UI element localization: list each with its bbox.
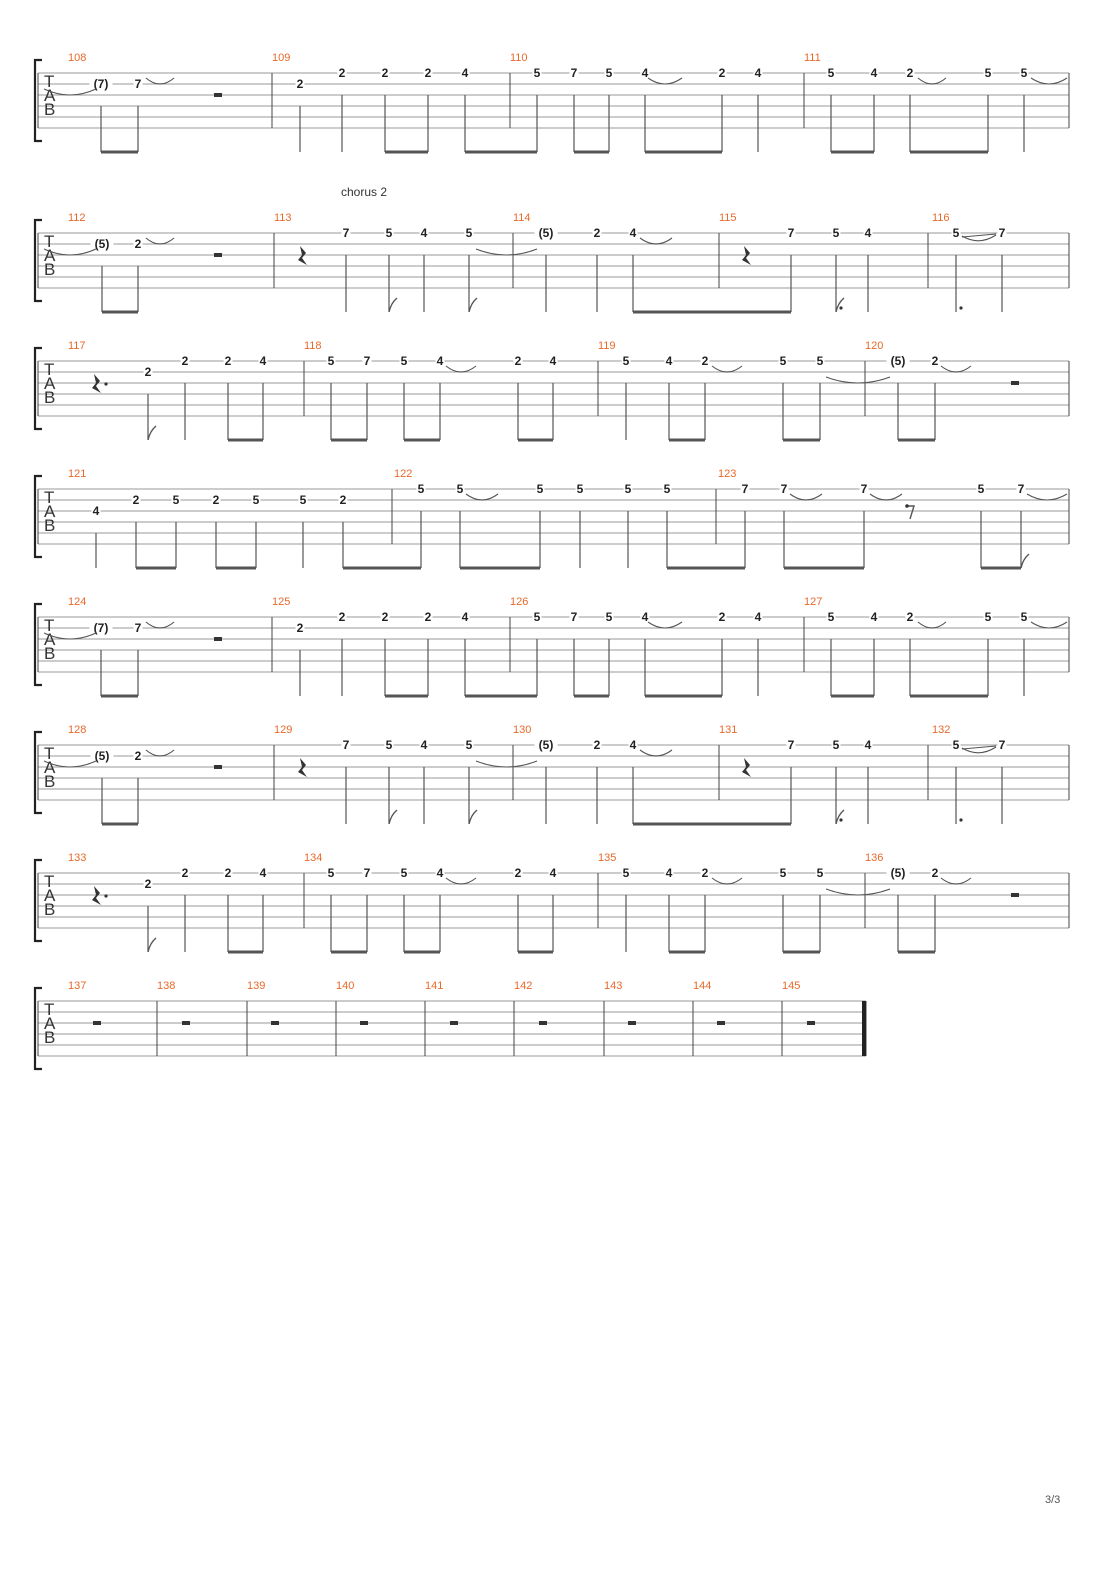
tab-clef-letter: T (44, 744, 55, 763)
measure-number: 122 (394, 468, 413, 480)
half-rest (628, 1021, 636, 1025)
measure-number: 129 (274, 724, 293, 736)
duration-dot (839, 818, 842, 821)
fret-number: 5 (816, 354, 824, 368)
fret-number: (7) (93, 77, 109, 91)
fret-number: 5 (417, 482, 425, 496)
half-rest (182, 1021, 190, 1025)
rest-dot (104, 894, 107, 897)
fret-number: 2 (296, 77, 304, 91)
fret-number: 2 (339, 493, 347, 507)
fret-number: 5 (400, 354, 408, 368)
fret-number: 2 (514, 866, 522, 880)
fret-number: 4 (461, 610, 469, 624)
tie-arc (446, 366, 476, 372)
measure-number: 134 (304, 852, 323, 864)
measure-number: 133 (68, 852, 87, 864)
fret-number: 7 (787, 226, 795, 240)
half-rest (539, 1021, 547, 1025)
measure-number: 131 (719, 724, 738, 736)
fret-number: 5 (816, 866, 824, 880)
half-rest (1011, 893, 1019, 897)
fret-number: 7 (134, 77, 142, 91)
fret-number: 4 (754, 610, 762, 624)
duration-dot (959, 818, 962, 821)
fret-number: 5 (327, 354, 335, 368)
measure-number: 108 (68, 52, 87, 64)
fret-number: (5) (538, 226, 554, 240)
fret-number: 4 (754, 66, 762, 80)
tab-clef-letter: A (44, 502, 56, 521)
fret-number: 5 (533, 66, 541, 80)
tie-arc (826, 377, 890, 383)
fret-number: 4 (641, 66, 649, 80)
fret-number: 5 (624, 482, 632, 496)
measure-number: 135 (598, 852, 617, 864)
duration-dot (839, 306, 842, 309)
tie-arc (146, 78, 174, 84)
half-rest (93, 1021, 101, 1025)
note-flag (389, 298, 397, 312)
tab-system (35, 724, 1069, 824)
fret-number: 2 (381, 66, 389, 80)
tie-arc (476, 249, 537, 255)
half-rest (717, 1021, 725, 1025)
tab-clef-letter: B (44, 388, 56, 407)
fret-number: 7 (570, 610, 578, 624)
tab-system (35, 468, 1069, 568)
fret-number: 2 (134, 237, 142, 251)
tie-arc (918, 78, 946, 84)
fret-number: 2 (224, 866, 232, 880)
fret-number: 2 (134, 749, 142, 763)
fret-number: 2 (338, 610, 346, 624)
fret-number: 7 (342, 226, 350, 240)
fret-number: 2 (296, 621, 304, 635)
tie-arc (476, 761, 537, 767)
fret-number: 4 (641, 610, 649, 624)
fret-number: 4 (436, 354, 444, 368)
fret-number: 4 (461, 66, 469, 80)
fret-number: 2 (381, 610, 389, 624)
tie-arc (712, 366, 742, 372)
tab-clef-letter: B (44, 1028, 56, 1047)
measure-number: 124 (68, 596, 87, 608)
tie-arc (941, 878, 971, 884)
fret-number: 4 (420, 226, 428, 240)
fret-number: 4 (259, 866, 267, 880)
measure-number: 121 (68, 468, 87, 480)
fret-number: 7 (1017, 482, 1025, 496)
half-rest (807, 1021, 815, 1025)
half-rest (214, 253, 222, 257)
fret-number: 5 (327, 866, 335, 880)
fret-number: (5) (890, 354, 906, 368)
tie-arc (1027, 494, 1067, 500)
tab-system (35, 852, 1069, 952)
tab-clef-letter: B (44, 900, 56, 919)
measure-number: 115 (719, 212, 737, 224)
measure-number: 112 (68, 212, 86, 224)
fret-number: 2 (144, 877, 152, 891)
fret-number: 5 (605, 66, 613, 80)
half-rest (214, 637, 222, 641)
measure-number: 132 (932, 724, 951, 736)
tie-arc (790, 494, 822, 500)
measure-number: 123 (718, 468, 737, 480)
measure-number: 130 (513, 724, 532, 736)
fret-number: 5 (252, 493, 260, 507)
fret-number: 2 (718, 66, 726, 80)
fret-number: 5 (779, 354, 787, 368)
fret-number: 5 (832, 738, 840, 752)
fret-number: 2 (906, 610, 914, 624)
tab-clef-letter: A (44, 886, 56, 905)
tab-clef-letter: T (44, 872, 55, 891)
eighth-rest (906, 506, 914, 519)
fret-number: 7 (860, 482, 868, 496)
fret-number: 5 (536, 482, 544, 496)
fret-number: 4 (665, 866, 673, 880)
fret-number: 7 (787, 738, 795, 752)
fret-number: 4 (665, 354, 673, 368)
fret-number: 4 (420, 738, 428, 752)
fret-number: 7 (363, 354, 371, 368)
systems-layer (35, 52, 1069, 1069)
tab-system (35, 52, 1069, 152)
measure-number: 110 (510, 52, 528, 64)
fret-number: 2 (132, 493, 140, 507)
fret-number: 7 (363, 866, 371, 880)
fret-number: 5 (299, 493, 307, 507)
fret-number: 7 (570, 66, 578, 80)
fret-number: 5 (1020, 610, 1028, 624)
fret-number: 2 (144, 365, 152, 379)
half-rest (271, 1021, 279, 1025)
fret-number: 4 (864, 226, 872, 240)
tie-arc (918, 622, 946, 628)
note-flag (148, 938, 156, 952)
final-barline (862, 1001, 866, 1056)
tie-arc (648, 622, 682, 628)
fret-number: 2 (181, 354, 189, 368)
fret-number: 5 (576, 482, 584, 496)
tie-arc (712, 878, 742, 884)
tie-arc (146, 622, 174, 628)
tie-arc (640, 750, 672, 756)
measure-number: 143 (604, 980, 623, 992)
measure-number: 125 (272, 596, 291, 608)
half-rest (360, 1021, 368, 1025)
fret-number: 5 (465, 738, 473, 752)
fret-number: 2 (338, 66, 346, 80)
tie-arc (146, 750, 174, 756)
half-rest (214, 93, 222, 97)
fret-number: 2 (424, 66, 432, 80)
fret-number: 4 (436, 866, 444, 880)
tie-arc (941, 366, 971, 372)
fret-number: 5 (172, 493, 180, 507)
slide-mark (962, 234, 996, 241)
fret-number: 5 (952, 738, 960, 752)
fret-number: 2 (514, 354, 522, 368)
tab-clef-letter: A (44, 246, 56, 265)
fret-number: 5 (779, 866, 787, 880)
measure-number: 137 (68, 980, 87, 992)
tab-clef-letter: A (44, 374, 56, 393)
tab-clef-letter: A (44, 86, 56, 105)
measure-number: 142 (514, 980, 533, 992)
fret-number: 5 (832, 226, 840, 240)
measure-number: 145 (782, 980, 801, 992)
fret-number: 4 (549, 354, 557, 368)
fret-number: 2 (224, 354, 232, 368)
measure-number: 140 (336, 980, 355, 992)
tab-clef-letter: B (44, 644, 56, 663)
fret-number: 4 (870, 66, 878, 80)
note-flag (469, 810, 477, 824)
tab-clef-letter: B (44, 516, 56, 535)
fret-number: 5 (977, 482, 985, 496)
measure-number: 118 (304, 340, 322, 352)
fret-number: 2 (931, 354, 939, 368)
note-flag (389, 810, 397, 824)
note-flag (469, 298, 477, 312)
fret-number: 2 (931, 866, 939, 880)
measure-number: 120 (865, 340, 884, 352)
note-flag (836, 298, 844, 312)
tie-arc (446, 878, 476, 884)
fret-number: 4 (549, 866, 557, 880)
tab-clef-letter: A (44, 630, 56, 649)
measure-number: 144 (693, 980, 712, 992)
fret-number: 4 (870, 610, 878, 624)
fret-number: 5 (1020, 66, 1028, 80)
half-rest (450, 1021, 458, 1025)
fret-number: 2 (718, 610, 726, 624)
tab-clef-letter: A (44, 1014, 56, 1033)
tab-clef-letter: T (44, 616, 55, 635)
tab-system (35, 340, 1069, 440)
fret-number: 7 (780, 482, 788, 496)
fret-number: 4 (629, 738, 637, 752)
measure-number: 128 (68, 724, 87, 736)
measure-number: 109 (272, 52, 291, 64)
measure-number: 138 (157, 980, 176, 992)
fret-number: 2 (906, 66, 914, 80)
measure-number: 117 (68, 340, 86, 352)
tab-clef-letter: T (44, 72, 55, 91)
measure-number: 119 (598, 340, 616, 352)
fret-number: 5 (385, 226, 393, 240)
tab-system (35, 212, 1069, 312)
fret-number: (7) (93, 621, 109, 635)
fret-number: 4 (259, 354, 267, 368)
fret-number: 4 (92, 504, 100, 518)
fret-number: 5 (984, 66, 992, 80)
half-rest (214, 765, 222, 769)
fret-number: 2 (212, 493, 220, 507)
duration-dot (959, 306, 962, 309)
tie-arc (146, 238, 174, 244)
section-marker-label: chorus 2 (341, 185, 388, 199)
fret-number: 7 (342, 738, 350, 752)
tab-system (35, 596, 1069, 696)
fret-number: 2 (701, 866, 709, 880)
fret-number: 7 (998, 738, 1006, 752)
tab-clef-letter: A (44, 758, 56, 777)
measure-number: 111 (804, 52, 821, 64)
tie-arc (648, 78, 682, 84)
fret-number: 2 (701, 354, 709, 368)
fret-number: 5 (456, 482, 464, 496)
measure-number: 126 (510, 596, 529, 608)
fret-number: 5 (605, 610, 613, 624)
measure-number: 141 (425, 980, 444, 992)
tab-clef-letter: T (44, 232, 55, 251)
fret-number: 5 (622, 866, 630, 880)
tie-arc (1031, 622, 1067, 628)
tie-arc (1031, 78, 1067, 84)
tie-arc (640, 238, 672, 244)
tab-clef-letter: T (44, 360, 55, 379)
measure-number: 127 (804, 596, 823, 608)
fret-number: 5 (827, 66, 835, 80)
tab-system (35, 980, 866, 1069)
page-number: 3/3 (1045, 1494, 1061, 1506)
fret-number: 5 (952, 226, 960, 240)
fret-number: 2 (593, 226, 601, 240)
slide-mark (962, 746, 996, 753)
fret-number: 2 (181, 866, 189, 880)
half-rest (1011, 381, 1019, 385)
fret-number: 5 (533, 610, 541, 624)
tab-clef-letter: B (44, 260, 56, 279)
note-flag (1021, 554, 1029, 568)
fret-number: 2 (593, 738, 601, 752)
tab-clef-letter: B (44, 772, 56, 791)
fret-number: 5 (827, 610, 835, 624)
fret-number: 4 (629, 226, 637, 240)
fret-number: 5 (622, 354, 630, 368)
tab-clef-letter: T (44, 1000, 55, 1019)
fret-number: 2 (424, 610, 432, 624)
measure-number: 139 (247, 980, 266, 992)
rest-dot (104, 382, 107, 385)
note-flag (836, 810, 844, 824)
measure-number: 113 (274, 212, 292, 224)
fret-number: 5 (984, 610, 992, 624)
fret-number: (5) (538, 738, 554, 752)
fret-number: 5 (400, 866, 408, 880)
fret-number: 7 (134, 621, 142, 635)
fret-number: 7 (741, 482, 749, 496)
measure-number: 136 (865, 852, 884, 864)
tab-clef-letter: T (44, 488, 55, 507)
fret-number: 4 (864, 738, 872, 752)
tie-arc (826, 889, 890, 895)
note-flag (148, 426, 156, 440)
fret-number: 5 (663, 482, 671, 496)
eighth-rest-head (905, 504, 909, 508)
fret-number: 7 (998, 226, 1006, 240)
fret-number: 5 (465, 226, 473, 240)
fret-number: 5 (385, 738, 393, 752)
measure-number: 116 (932, 212, 950, 224)
fret-number: (5) (890, 866, 906, 880)
tab-clef-letter: B (44, 100, 56, 119)
fret-number: (5) (94, 749, 110, 763)
tie-arc (466, 494, 498, 500)
measure-number: 114 (513, 212, 531, 224)
fret-number: (5) (94, 237, 110, 251)
tie-arc (870, 494, 902, 500)
